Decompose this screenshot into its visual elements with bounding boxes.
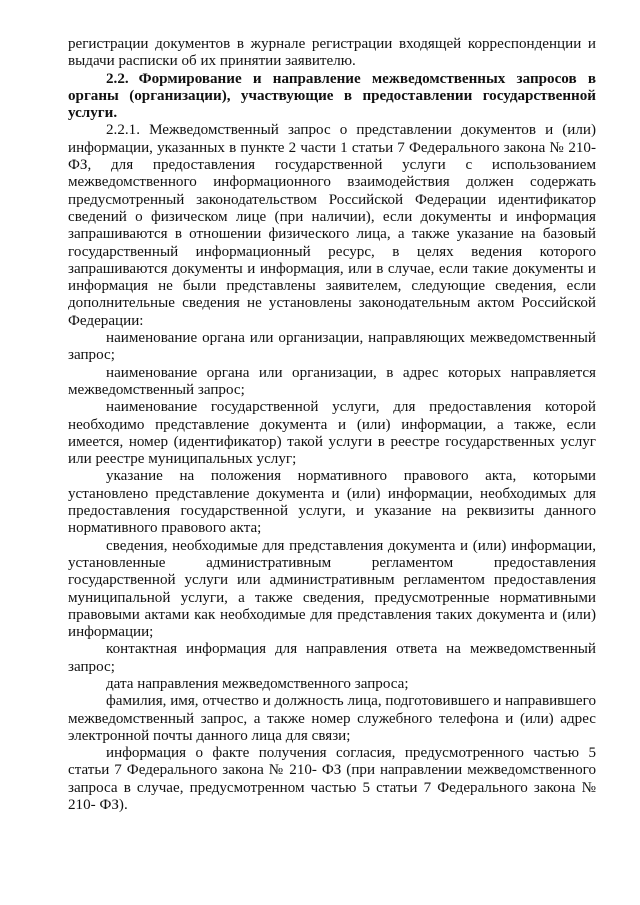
intro-paragraph: регистрации документов в журнале регистрации входящей корреспонденции и выдачи расписки об их принятии заявителю.: [68, 36, 596, 70]
list-item: наименование органа или организации, направляющих межведомственный запрос;: [68, 330, 596, 364]
list-item: указание на положения нормативного правового акта, которыми установлено представление документа и (или) информации, необходимых для предоставления государственной услуги, и указание на реквизиты данного нормативного правового акта;: [68, 468, 596, 537]
list-item: информация о факте получения согласия, предусмотренного частью 5 статьи 7 Федерального закона № 210- ФЗ (при направлении межведомственного запроса в случае, предусмотренном частью 5 статьи 7 Федерального закона № 210- ФЗ).: [68, 745, 596, 814]
clause-paragraph: 2.2.1. Межведомственный запрос о представлении документов и (или) информации, указанных в пункте 2 части 1 статьи 7 Федерального закона № 210-ФЗ, для предоставления государственной услуги с использованием межведомственного информационного взаимодействия должен содержать предусмотренный законодательством Российской Федерации идентификатор сведений о физическом лице (при наличии), если документы и информация запрашиваются в отношении физического лица, а также указание на базовый государственный информационный ресурс, в целях ведения которого запрашиваются документы и информация, или в случае, если такие документы и информация не были представлены заявителем, следующие сведения, если дополнительные сведения не установлены законодательным актом Российской Федерации:: [68, 122, 596, 329]
list-item: наименование органа или организации, в адрес которых направляется межведомственный запрос;: [68, 364, 596, 398]
list-item: фамилия, имя, отчество и должность лица, подготовившего и направившего межведомственный запрос, а также номер служебного телефона и (или) адрес электронной почты данного лица для связи;: [68, 693, 596, 744]
list-item: дата направления межведомственного запроса;: [106, 675, 409, 692]
section-heading: [68, 71, 596, 123]
section-title: Формирование и направление межведомственных запросов в органы (организации), участвующие в предоставлении государственной услуги.: [68, 70, 596, 122]
list-item: контактная информация для направления ответа на межведомственный запрос;: [68, 641, 596, 675]
list-item: наименование государственной услуги, для предоставления которой необходимо представление документа и (или) информации, а также, если имеется, номер (идентификатор) такой услуги в реестре государственных услуг или реестре муниципальных услуг;: [68, 399, 596, 468]
section-number: 2.2.: [106, 70, 129, 87]
list-item: сведения, необходимые для представления документа и (или) информации, установленные административным регламентом предоставления государственной услуги или административным регламентом предоставления муниципальной услуги, а также сведения, предусмотренные нормативными правовыми актами как необходимые для представления таких документа и (или) информации;: [68, 537, 596, 641]
document-page: [68, 36, 596, 814]
